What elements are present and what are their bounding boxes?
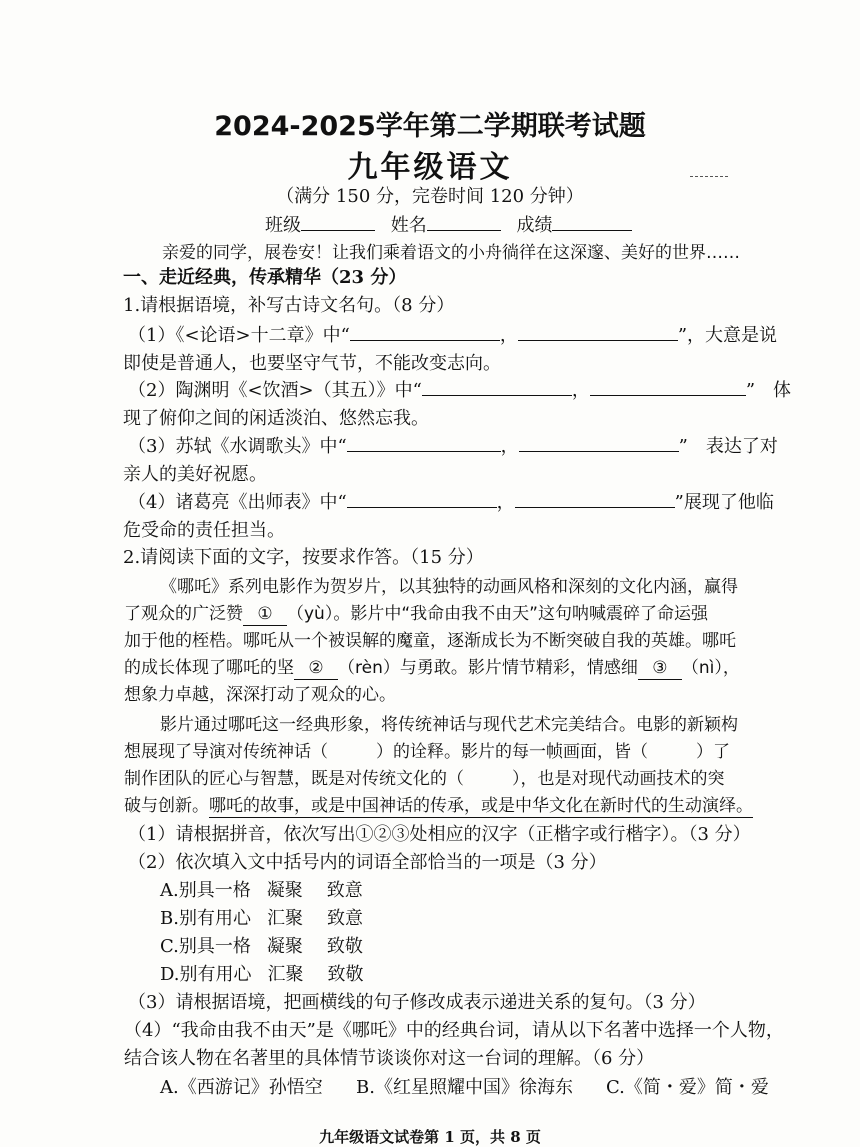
- q2-sub4: （4）“我命由我不由天”是《哪吒》中的经典台词，请从以下名著中选择一个人物，: [124, 1020, 784, 1041]
- pinyin-blank-2[interactable]: ②: [294, 658, 338, 680]
- q1-item: （4）诸葛亮《出师表》中“ ， ”展现了他临: [128, 488, 774, 514]
- pinyin-blank-3[interactable]: ③: [638, 658, 682, 680]
- q1-item: （3）苏轼《水调歌头》中“ ， ” 表达了对: [128, 432, 778, 458]
- answer-blank[interactable]: [422, 377, 572, 396]
- greeting: 亲爱的同学，展卷安！让我们乘着语文的小舟徜徉在这深邃、美好的世界……: [162, 243, 740, 263]
- passage-line: 了观众的广泛赞 ① （yù）。影片中“我命由我不由天”这句呐喊震碎了命运强: [124, 604, 708, 624]
- score-info: （满分 150 分，完卷时间 120 分钟）: [276, 186, 584, 207]
- choice-b[interactable]: B.《红星照耀中国》徐海东: [356, 1077, 573, 1098]
- option-row[interactable]: D.别有用心 汇聚 致敬: [160, 964, 364, 985]
- q1-item: （2）陶渊明《<饮酒>（其五）》中“ ， ” 体: [128, 376, 791, 402]
- page-footer: 九年级语文试卷第 1 页，共 8 页: [319, 1128, 541, 1146]
- passage-line: 加于他的桎梏。哪吒从一个被误解的魔童，逐渐成长为不断突破自我的英雄。哪吒: [124, 631, 736, 651]
- class-blank[interactable]: [301, 212, 375, 231]
- grade-blank[interactable]: [552, 212, 632, 231]
- q2-sub2: （2）依次填入文中括号内的词语全部恰当的一项是（3 分）: [128, 852, 607, 873]
- q1-item-cont: 危受命的责任担当。: [123, 520, 285, 541]
- choice-c[interactable]: C.《简・爱》简・爱: [606, 1077, 769, 1098]
- q1-item-cont: 现了俯仰之间的闲适淡泊、悠然忘我。: [123, 408, 429, 429]
- answer-blank[interactable]: [518, 322, 678, 341]
- underlined-sentence: 哪吒的故事，或是中国神话的传承，或是中华文化在新时代的生动演绎。: [209, 796, 753, 816]
- answer-blank[interactable]: [350, 322, 500, 341]
- class-label: 班级: [265, 215, 301, 236]
- q2-sub1: （1）请根据拼音，依次写出①②③处相应的汉字（正楷字或行楷字）。（3 分）: [128, 824, 751, 845]
- q2-sub4-cont: 结合该人物在名著里的具体情节谈谈你对这一台词的理解。（6 分）: [124, 1048, 655, 1069]
- answer-blank[interactable]: [347, 489, 497, 508]
- passage-line: 破与创新。哪吒的故事，或是中国神话的传承，或是中华文化在新时代的生动演绎。: [124, 796, 753, 816]
- answer-blank[interactable]: [515, 489, 675, 508]
- passage-line: 《哪吒》系列电影作为贺岁片，以其独特的动画风格和深刻的文化内涵，赢得: [160, 577, 738, 597]
- answer-blank[interactable]: [519, 433, 679, 452]
- passage-line: 想象力卓越，深深打动了观众的心。: [124, 685, 396, 705]
- exam-title: 2024-2025学年第二学期联考试题: [214, 111, 646, 142]
- name-label: 姓名: [390, 215, 427, 236]
- q1-item-cont: 即使是普通人，也要坚守气节，不能改变志向。: [123, 353, 501, 374]
- grade-label: 成绩: [516, 215, 553, 236]
- answer-blank[interactable]: [590, 377, 746, 396]
- option-row[interactable]: A.别具一格 凝聚 致意: [160, 880, 363, 901]
- choice-row: [160, 1073, 769, 1099]
- passage-line: 的成长体现了哪吒的坚 ② （rèn）与勇敢。影片情节精彩，情感细 ③ （nì），: [124, 658, 740, 678]
- passage-line: 影片通过哪吒这一经典形象，将传统神话与现代艺术完美结合。电影的新颖构: [160, 715, 738, 735]
- scan-mark: [690, 176, 728, 177]
- option-row[interactable]: C.别具一格 凝聚 致敬: [160, 936, 363, 957]
- q2-prompt: 2.请阅读下面的文字，按要求作答。（15 分）: [123, 547, 484, 568]
- passage-line: 想展现了导演对传统神话（ ）的诠释。影片的每一帧画面，皆（ ）了: [124, 742, 730, 762]
- q1-item: （1）《<论语>十二章》中“ ， ”，大意是说: [128, 321, 777, 347]
- exam-subject: 九年级语文: [347, 150, 513, 185]
- answer-blank[interactable]: [347, 433, 501, 452]
- option-row[interactable]: B.别有用心 汇聚 致意: [160, 908, 363, 929]
- student-info-row: [265, 211, 632, 237]
- choice-a[interactable]: A.《西游记》孙悟空: [160, 1077, 323, 1098]
- q1-prompt: 1.请根据语境，补写古诗文名句。（8 分）: [123, 295, 455, 316]
- pinyin-blank-1[interactable]: ①: [243, 604, 287, 626]
- section1-heading: 一、走近经典，传承精华（23 分）: [123, 267, 407, 288]
- passage-line: 制作团队的匠心与智慧，既是对传统文化的（ ），也是对现代动画技术的突: [124, 769, 725, 789]
- name-blank[interactable]: [427, 212, 501, 231]
- q2-sub3: （3）请根据语境，把画横线的句子修改成表示递进关系的复句。（3 分）: [128, 992, 706, 1013]
- q1-item-cont: 亲人的美好祝愿。: [123, 464, 267, 485]
